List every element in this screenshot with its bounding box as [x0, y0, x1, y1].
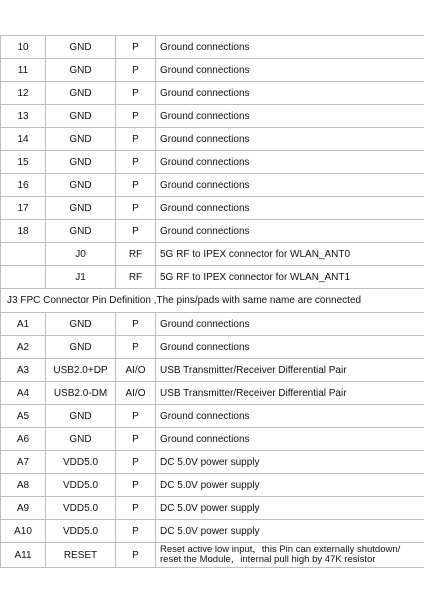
pin-type: P — [116, 59, 156, 82]
pin-definition-table — [0, 35, 424, 568]
pin-type: P — [116, 151, 156, 174]
pin-number: 12 — [1, 82, 46, 105]
pin-number: 16 — [1, 174, 46, 197]
pin-description: Ground connections — [156, 59, 424, 82]
pin-number: A7 — [1, 451, 46, 474]
pin-description: DC 5.0V power supply — [156, 474, 424, 497]
table-row — [1, 405, 424, 428]
pin-type: P — [116, 451, 156, 474]
pin-name: GND — [46, 151, 116, 174]
pin-number — [1, 266, 46, 289]
pin-type: P — [116, 197, 156, 220]
table-row — [1, 36, 424, 59]
pin-number: A3 — [1, 359, 46, 382]
pin-name: GND — [46, 59, 116, 82]
pin-description: Ground connections — [156, 197, 424, 220]
table-row — [1, 451, 424, 474]
pin-description: DC 5.0V power supply — [156, 520, 424, 543]
pin-description: Ground connections — [156, 428, 424, 451]
pin-number: 14 — [1, 128, 46, 151]
table-row — [1, 151, 424, 174]
pin-number: A2 — [1, 336, 46, 359]
pin-type: P — [116, 174, 156, 197]
pin-type: P — [116, 36, 156, 59]
pin-type: P — [116, 128, 156, 151]
pin-description: DC 5.0V power supply — [156, 497, 424, 520]
pin-type: AI/O — [116, 382, 156, 405]
pin-description: Ground connections — [156, 405, 424, 428]
pin-name: GND — [46, 105, 116, 128]
pin-description: Ground connections — [156, 220, 424, 243]
pin-description: Ground connections — [156, 174, 424, 197]
pin-type: P — [116, 543, 156, 568]
table-row — [1, 59, 424, 82]
pin-number: A8 — [1, 474, 46, 497]
pin-description: DC 5.0V power supply — [156, 451, 424, 474]
pin-description: Ground connections — [156, 128, 424, 151]
table-row — [1, 520, 424, 543]
table-row — [1, 128, 424, 151]
pin-type: P — [116, 497, 156, 520]
table-row — [1, 428, 424, 451]
pin-number: A1 — [1, 313, 46, 336]
table-row — [1, 266, 424, 289]
pin-number: 11 — [1, 59, 46, 82]
table-row — [1, 382, 424, 405]
table-row — [1, 105, 424, 128]
pin-description: 5G RF to IPEX connector for WLAN_ANT0 — [156, 243, 424, 266]
table-row — [1, 359, 424, 382]
pin-name: VDD5.0 — [46, 497, 116, 520]
pin-number: A11 — [1, 543, 46, 568]
pin-name: GND — [46, 174, 116, 197]
pin-description: Ground connections — [156, 151, 424, 174]
pin-name: VDD5.0 — [46, 474, 116, 497]
pin-number: A5 — [1, 405, 46, 428]
pin-name: VDD5.0 — [46, 520, 116, 543]
pin-name: GND — [46, 220, 116, 243]
table-row — [1, 336, 424, 359]
pin-description: USB Transmitter/Receiver Differential Pair — [156, 382, 424, 405]
pin-number: A10 — [1, 520, 46, 543]
pin-description: 5G RF to IPEX connector for WLAN_ANT1 — [156, 266, 424, 289]
pin-type: P — [116, 474, 156, 497]
table-row — [1, 82, 424, 105]
pin-description: Ground connections — [156, 313, 424, 336]
pin-type: RF — [116, 266, 156, 289]
pin-name: J0 — [46, 243, 116, 266]
section-header-row — [1, 289, 424, 313]
table-row — [1, 474, 424, 497]
pin-number: A9 — [1, 497, 46, 520]
table-row — [1, 543, 424, 568]
pin-type: P — [116, 82, 156, 105]
pin-type: RF — [116, 243, 156, 266]
pin-description: Ground connections — [156, 36, 424, 59]
pin-type: P — [116, 405, 156, 428]
pin-name: GND — [46, 405, 116, 428]
pin-name: RESET — [46, 543, 116, 568]
table-row — [1, 174, 424, 197]
pin-type: P — [116, 313, 156, 336]
pin-name: GND — [46, 336, 116, 359]
pin-name: VDD5.0 — [46, 451, 116, 474]
pin-type: P — [116, 220, 156, 243]
pin-number: A6 — [1, 428, 46, 451]
pin-type: P — [116, 105, 156, 128]
pin-name: USB2.0+DP — [46, 359, 116, 382]
pin-description: Reset active low input，this Pin can externally shutdown/ reset the Module，internal pull high by 47K resistor — [156, 543, 424, 568]
pin-number: 15 — [1, 151, 46, 174]
pin-name: GND — [46, 128, 116, 151]
pin-description: Ground connections — [156, 336, 424, 359]
pin-number — [1, 243, 46, 266]
pin-name: GND — [46, 36, 116, 59]
pin-name: GND — [46, 197, 116, 220]
table-row — [1, 243, 424, 266]
pin-name: GND — [46, 428, 116, 451]
pin-number: 18 — [1, 220, 46, 243]
pin-name: GND — [46, 313, 116, 336]
pin-name: J1 — [46, 266, 116, 289]
pin-description: USB Transmitter/Receiver Differential Pair — [156, 359, 424, 382]
table-row — [1, 313, 424, 336]
section-title: J3 FPC Connector Pin Definition ,The pins/pads with same name are connected — [1, 289, 424, 313]
pin-type: P — [116, 336, 156, 359]
pin-number: 10 — [1, 36, 46, 59]
pin-table-body — [1, 36, 424, 568]
pin-type: AI/O — [116, 359, 156, 382]
pin-name: GND — [46, 82, 116, 105]
pin-number: 13 — [1, 105, 46, 128]
table-row — [1, 497, 424, 520]
table-row — [1, 197, 424, 220]
pin-name: USB2.0-DM — [46, 382, 116, 405]
pin-description: Ground connections — [156, 82, 424, 105]
pin-type: P — [116, 428, 156, 451]
table-row — [1, 220, 424, 243]
pin-number: A4 — [1, 382, 46, 405]
pin-description: Ground connections — [156, 105, 424, 128]
pin-number: 17 — [1, 197, 46, 220]
pin-type: P — [116, 520, 156, 543]
